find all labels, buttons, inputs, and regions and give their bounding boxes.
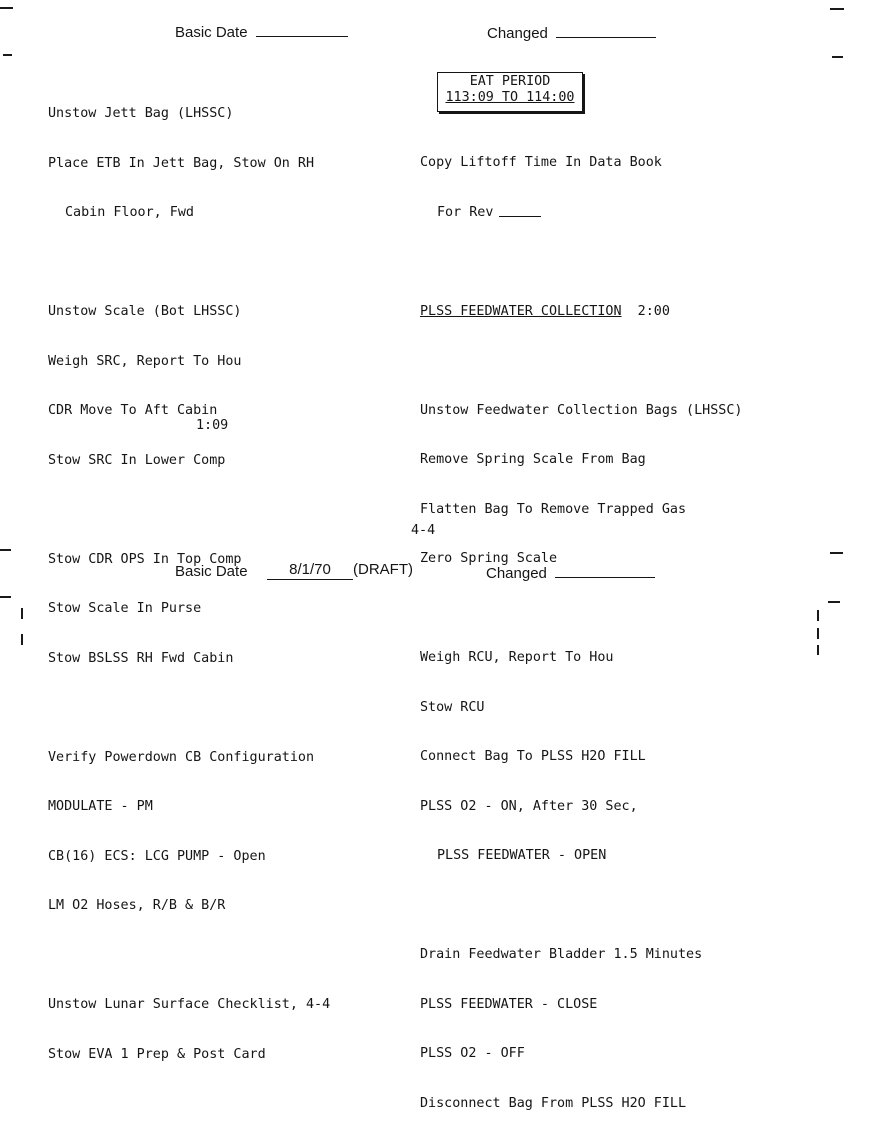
list-item: Unstow Lunar Surface Checklist, 4-4 (48, 997, 331, 1012)
list-item: Unstow Scale (Bot LHSSC) (48, 304, 242, 319)
plss-title-line (420, 304, 742, 321)
basic-date-blank (256, 35, 348, 37)
footer-date-value (267, 561, 413, 580)
left-timing: 1:09 (196, 418, 229, 433)
edge-mark (3, 54, 12, 56)
copy-liftoff-line: Copy Liftoff Time In Data Book (420, 155, 662, 170)
list-item: Zero Spring Scale (420, 551, 558, 566)
list-item: CDR Move To Aft Cabin (48, 403, 218, 418)
edge-mark (832, 56, 843, 58)
list-item: Connect Bag To PLSS H2O FILL (420, 749, 646, 764)
footer-basic-date-label: Basic Date (175, 563, 248, 580)
edge-mark (830, 8, 844, 10)
eat-period-range: 113:09 TO 114:00 (445, 90, 575, 105)
eat-period-box (437, 72, 583, 112)
edge-mark (828, 601, 840, 603)
basic-date-label: Basic Date (175, 24, 248, 41)
list-item: Stow BSLSS RH Fwd Cabin (48, 650, 234, 666)
edge-mark (817, 645, 819, 655)
list-item: Stow CDR OPS In Top Comp (48, 551, 242, 567)
list-item: LM O2 Hoses, R/B & B/R (48, 898, 226, 913)
for-rev-blank (499, 215, 541, 217)
list-item: Disconnect Bag From PLSS H2O FILL (420, 1095, 687, 1111)
footer-draft-label: (DRAFT) (353, 561, 413, 578)
list-item: MODULATE - PM (48, 799, 153, 814)
list-item: Weigh SRC, Report To Hou (48, 353, 242, 369)
plss-time: 2:00 (637, 303, 670, 319)
list-item: Place ETB In Jett Bag, Stow On RH (48, 155, 315, 171)
list-item: PLSS O2 - ON, After 30 Sec, (420, 798, 638, 814)
footer-basic-date (175, 563, 248, 580)
list-item: Unstow Jett Bag (LHSSC) (48, 106, 234, 121)
edge-mark (0, 549, 11, 551)
right-column (420, 122, 742, 1145)
list-item: Stow RCU (420, 699, 485, 715)
list-item: PLSS FEEDWATER - OPEN (437, 848, 607, 863)
footer-changed (486, 565, 655, 582)
list-item: CB(16) ECS: LCG PUMP - Open (48, 848, 266, 864)
list-item: PLSS O2 - OFF (420, 1046, 525, 1061)
list-item: Stow EVA 1 Prep & Post Card (48, 1046, 266, 1062)
changed-blank (556, 36, 656, 38)
eat-period-title: EAT PERIOD (469, 74, 551, 89)
edge-mark (0, 596, 11, 598)
edge-mark (0, 7, 13, 9)
edge-mark (830, 552, 843, 554)
list-item: Flatten Bag To Remove Trapped Gas (420, 501, 687, 517)
for-rev-line (420, 205, 742, 222)
list-item: Drain Feedwater Bladder 1.5 Minutes (420, 947, 703, 962)
list-item: PLSS FEEDWATER - CLOSE (420, 996, 598, 1012)
list-item: Stow Scale In Purse (48, 601, 202, 616)
left-column (48, 73, 330, 1096)
edge-mark (21, 608, 23, 619)
list-item: Cabin Floor, Fwd (65, 205, 194, 220)
list-item: Remove Spring Scale From Bag (420, 452, 646, 467)
footer-changed-blank (555, 576, 655, 578)
footer-basic-date-value: 8/1/70 (267, 561, 353, 580)
header-basic-date (175, 24, 348, 41)
footer-changed-label: Changed (486, 565, 547, 582)
for-rev-label: For Rev (437, 204, 494, 220)
list-item: Verify Powerdown CB Configuration (48, 749, 315, 765)
plss-feedwater-title: PLSS FEEDWATER COLLECTION (420, 303, 622, 319)
changed-label: Changed (487, 25, 548, 42)
header-changed (487, 25, 656, 42)
page-number: 4-4 (411, 523, 436, 538)
edge-mark (817, 610, 819, 621)
edge-mark (21, 634, 23, 645)
list-item: Stow SRC In Lower Comp (48, 452, 226, 468)
edge-mark (817, 628, 819, 639)
list-item: Weigh RCU, Report To Hou (420, 650, 614, 665)
list-item: Unstow Feedwater Collection Bags (LHSSC) (420, 402, 743, 418)
